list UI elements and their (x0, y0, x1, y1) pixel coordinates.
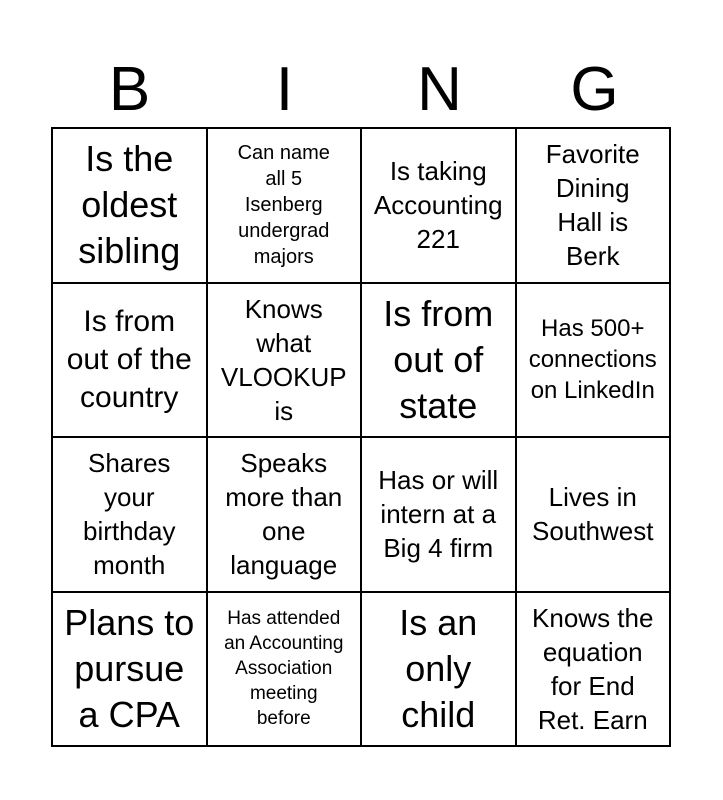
cell-text: Speaks more than one language (225, 448, 343, 581)
bingo-cell-r4c4[interactable] (517, 593, 672, 748)
cell-text: Plans to pursue a CPA (64, 601, 195, 735)
bingo-cell-r2c2[interactable] (208, 284, 363, 439)
cell-text: Is from out of the country (66, 304, 192, 414)
cell-text: Has or will intern at a Big 4 firm (378, 465, 499, 564)
bingo-cell-r4c3[interactable] (362, 593, 517, 748)
cell-text: Is an only child (399, 601, 478, 735)
cell-text: Has 500+ connections on LinkedIn (528, 315, 657, 405)
bingo-board (51, 127, 671, 747)
header-letter-b: B (108, 55, 151, 124)
bingo-cell-r1c3[interactable] (362, 129, 517, 284)
cell-text: Shares your birthday month (83, 448, 176, 581)
cell-text: Knows the equation for End Ret. Earn (532, 602, 654, 735)
cell-text: Lives in Southwest (532, 482, 654, 547)
header-letter-g: G (570, 55, 619, 124)
bingo-cell-r3c1[interactable] (53, 438, 208, 593)
bingo-cell-r2c4[interactable] (517, 284, 672, 439)
cell-text: Favorite Dining Hall is Berk (545, 139, 640, 272)
cell-text: Is taking Accounting 221 (373, 156, 503, 255)
bingo-cell-r3c4[interactable] (517, 438, 672, 593)
header-letter-n: N (417, 55, 462, 124)
bingo-cell-r3c2[interactable] (208, 438, 363, 593)
bingo-header (52, 52, 672, 128)
bingo-cell-r2c1[interactable] (53, 284, 208, 439)
bingo-cell-r2c3[interactable] (362, 284, 517, 439)
bingo-cell-r1c1[interactable] (53, 129, 208, 284)
cell-text: Is from out of state (383, 292, 494, 426)
cell-text: Is the oldest sibling (78, 138, 181, 272)
cell-text: Knows what VLOOKUP is (220, 293, 347, 426)
bingo-cell-r1c2[interactable] (208, 129, 363, 284)
bingo-cell-r4c1[interactable] (53, 593, 208, 748)
header-letter-i: I (275, 55, 294, 124)
cell-text: Has attended an Accounting Association meeting before (224, 608, 344, 730)
bingo-cell-r4c2[interactable] (208, 593, 363, 748)
bingo-cell-r3c3[interactable] (362, 438, 517, 593)
bingo-cell-r1c4[interactable] (517, 129, 672, 284)
cell-text: Can name all 5 Isenberg undergrad majors (237, 142, 330, 269)
